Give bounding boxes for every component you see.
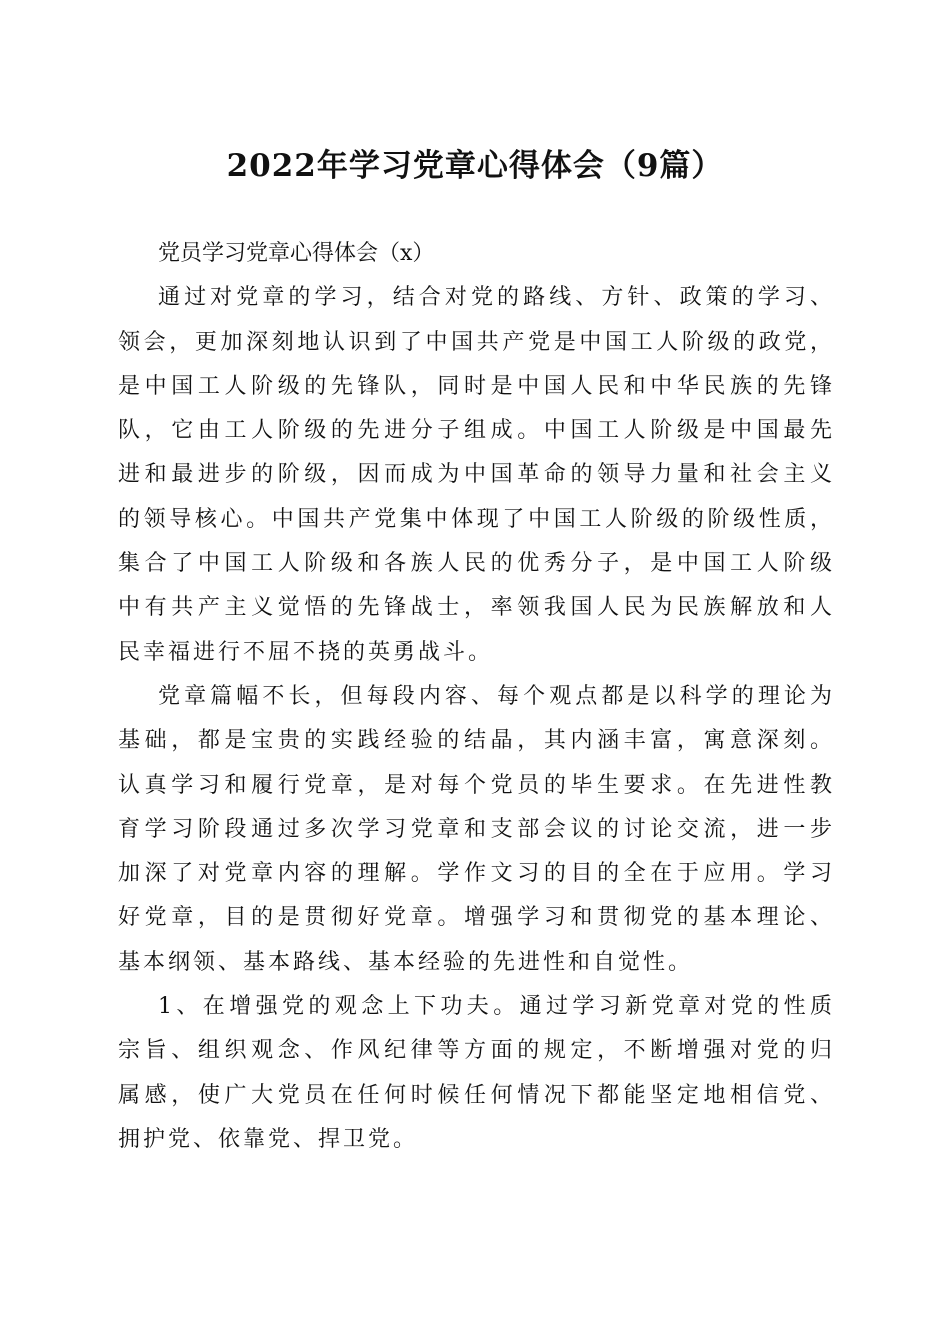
text-line: 育学习阶段通过多次学习党章和支部会议的讨论交流，进一步	[118, 816, 832, 842]
paragraph	[118, 985, 832, 1162]
text-line: 进和最进步的阶级，因而成为中国革命的领导力量和社会主义	[118, 462, 832, 488]
text-line: 宗旨、组织观念、作风纪律等方面的规定，不断增强对党的归	[118, 1038, 832, 1064]
text-line: 认真学习和履行党章，是对每个党员的毕生要求。在先进性教	[118, 772, 832, 798]
paragraph	[118, 675, 832, 985]
text-line: 民幸福进行不屈不挠的英勇战斗。	[118, 639, 494, 665]
text-line: 好党章，目的是贯彻好党章。增强学习和贯彻党的基本理论、	[118, 905, 832, 931]
text-line: 通过对党章的学习，结合对党的路线、方针、政策的学习、	[158, 285, 832, 311]
text-line: 集合了中国工人阶级和各族人民的优秀分子，是中国工人阶级	[118, 551, 832, 577]
text-line: 领会，更加深刻地认识到了中国共产党是中国工人阶级的政党，	[118, 329, 832, 355]
paragraphs	[118, 276, 832, 1162]
paragraph	[118, 276, 832, 675]
text-line: 是中国工人阶级的先锋队，同时是中国人民和中华民族的先锋	[118, 373, 832, 399]
document-body	[118, 232, 832, 1162]
text-line: 队，它由工人阶级的先进分子组成。中国工人阶级是中国最先	[118, 418, 832, 444]
text-line: 拥护党、依靠党、捍卫党。	[118, 1126, 419, 1152]
text-line: 1、在增强党的观念上下功夫。通过学习新党章对党的性质	[158, 994, 832, 1020]
text-line: 的领导核心。中国共产党集中体现了中国工人阶级的阶级性质，	[118, 506, 832, 532]
text-line: 中有共产主义觉悟的先锋战士，率领我国人民为民族解放和人	[118, 595, 832, 621]
text-line: 基础，都是宝贵的实践经验的结晶，其内涵丰富，寓意深刻。	[118, 728, 832, 754]
document-title: 2022年学习党章心得体会（9篇）	[226, 148, 724, 184]
text-line: 基本纲领、基本路线、基本经验的先进性和自觉性。	[118, 949, 694, 975]
section-heading: 党员学习党章心得体会（x）	[158, 241, 435, 266]
text-line: 加深了对党章内容的理解。学作文习的目的全在于应用。学习	[118, 861, 832, 887]
text-line: 党章篇幅不长，但每段内容、每个观点都是以科学的理论为	[158, 683, 832, 709]
text-line: 属感，使广大党员在任何时候任何情况下都能坚定地相信党、	[118, 1082, 832, 1108]
